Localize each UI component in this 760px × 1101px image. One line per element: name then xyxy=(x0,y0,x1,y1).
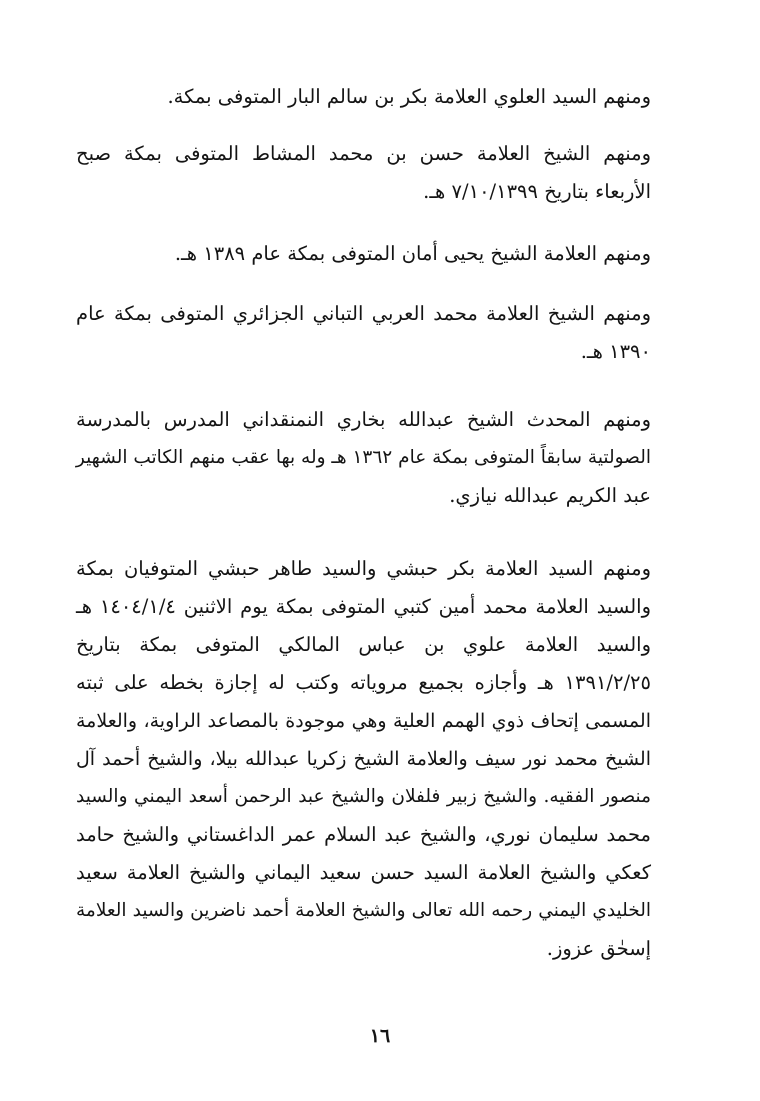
text-line: الشيخ محمد نور سيف والعلامة الشيخ زكريا عبدالله بيلا، والشيخ أحمد آل xyxy=(76,748,651,770)
paragraph-altabbani xyxy=(76,295,651,371)
text-line: إسحٰق عزوز. xyxy=(546,937,651,960)
text-line: ومنهم العلامة الشيخ يحيى أمان المتوفى بمكة عام ١٣٨٩ هـ. xyxy=(174,242,651,265)
text-line: والسيد العلامة علوي بن عباس المالكي المتوفى بمكة بتاريخ xyxy=(76,633,651,656)
text-line: الصولتية سابقاً المتوفى بمكة عام ١٣٦٢ هـ وله بها عقب منهم الكاتب الشهير xyxy=(75,447,651,468)
paragraph-bakr-habashi-and-others xyxy=(76,550,651,968)
page-number: ١٦ xyxy=(369,1025,391,1047)
text-line: محمد سليمان نوري، والشيخ عبد السلام عمر الداغستاني والشيخ حامد xyxy=(76,823,651,846)
text-line: ومنهم الشيخ العلامة محمد العربي التباني الجزائري المتوفى بمكة عام xyxy=(76,302,651,325)
text-line: ومنهم السيد العلامة بكر حبشي والسيد طاهر حبشي المتوفيان بمكة xyxy=(76,557,651,580)
paragraph-abdullah-bukhari xyxy=(76,401,651,515)
text-line: الأربعاء بتاريخ ٧/١٠/١٣٩٩ هـ. xyxy=(423,180,651,203)
text-line: عبد الكريم عبدالله نيازي. xyxy=(449,484,651,507)
text-line: ومنهم الشيخ العلامة حسن بن محمد المشاط المتوفى بمكة صبح xyxy=(76,142,651,165)
text-line: ومنهم السيد العلوي العلامة بكر بن سالم البار المتوفى بمكة. xyxy=(167,85,651,108)
text-line: ومنهم المحدث الشيخ عبدالله بخاري النمنقداني المدرس بالمدرسة xyxy=(76,408,651,431)
text-line: ١٣٩١/٢/٢٥ هـ وأجازه بجميع مروياته وكتب له إجازة بخطه على ثبته xyxy=(76,671,651,694)
text-line: المسمى إتحاف ذوي الهمم العلية وهي موجودة بالمصاعد الراوية، والعلامة xyxy=(76,710,651,732)
text-line: كعكي والشيخ العلامة السيد حسن سعيد اليماني والشيخ العلامة سعيد xyxy=(76,861,651,884)
paragraph-hasan-almashat xyxy=(76,135,651,211)
paragraph-yahya-aman xyxy=(76,235,651,273)
text-line: ١٣٩٠ هـ. xyxy=(580,340,651,363)
text-line: الخليدي اليمني رحمه الله تعالى والشيخ العلامة أحمد ناضرين والسيد العلامة xyxy=(76,900,651,921)
text-line: والسيد العلامة محمد أمين كتبي المتوفى بمكة يوم الاثنين ١٤٠٤/١/٤ هـ xyxy=(76,595,651,618)
text-line: منصور الفقيه. والشيخ زبير فلفلان والشيخ عبد الرحمن أسعد اليمني والسيد xyxy=(76,786,651,807)
paragraph-alawi-bakr-albar xyxy=(76,78,651,116)
